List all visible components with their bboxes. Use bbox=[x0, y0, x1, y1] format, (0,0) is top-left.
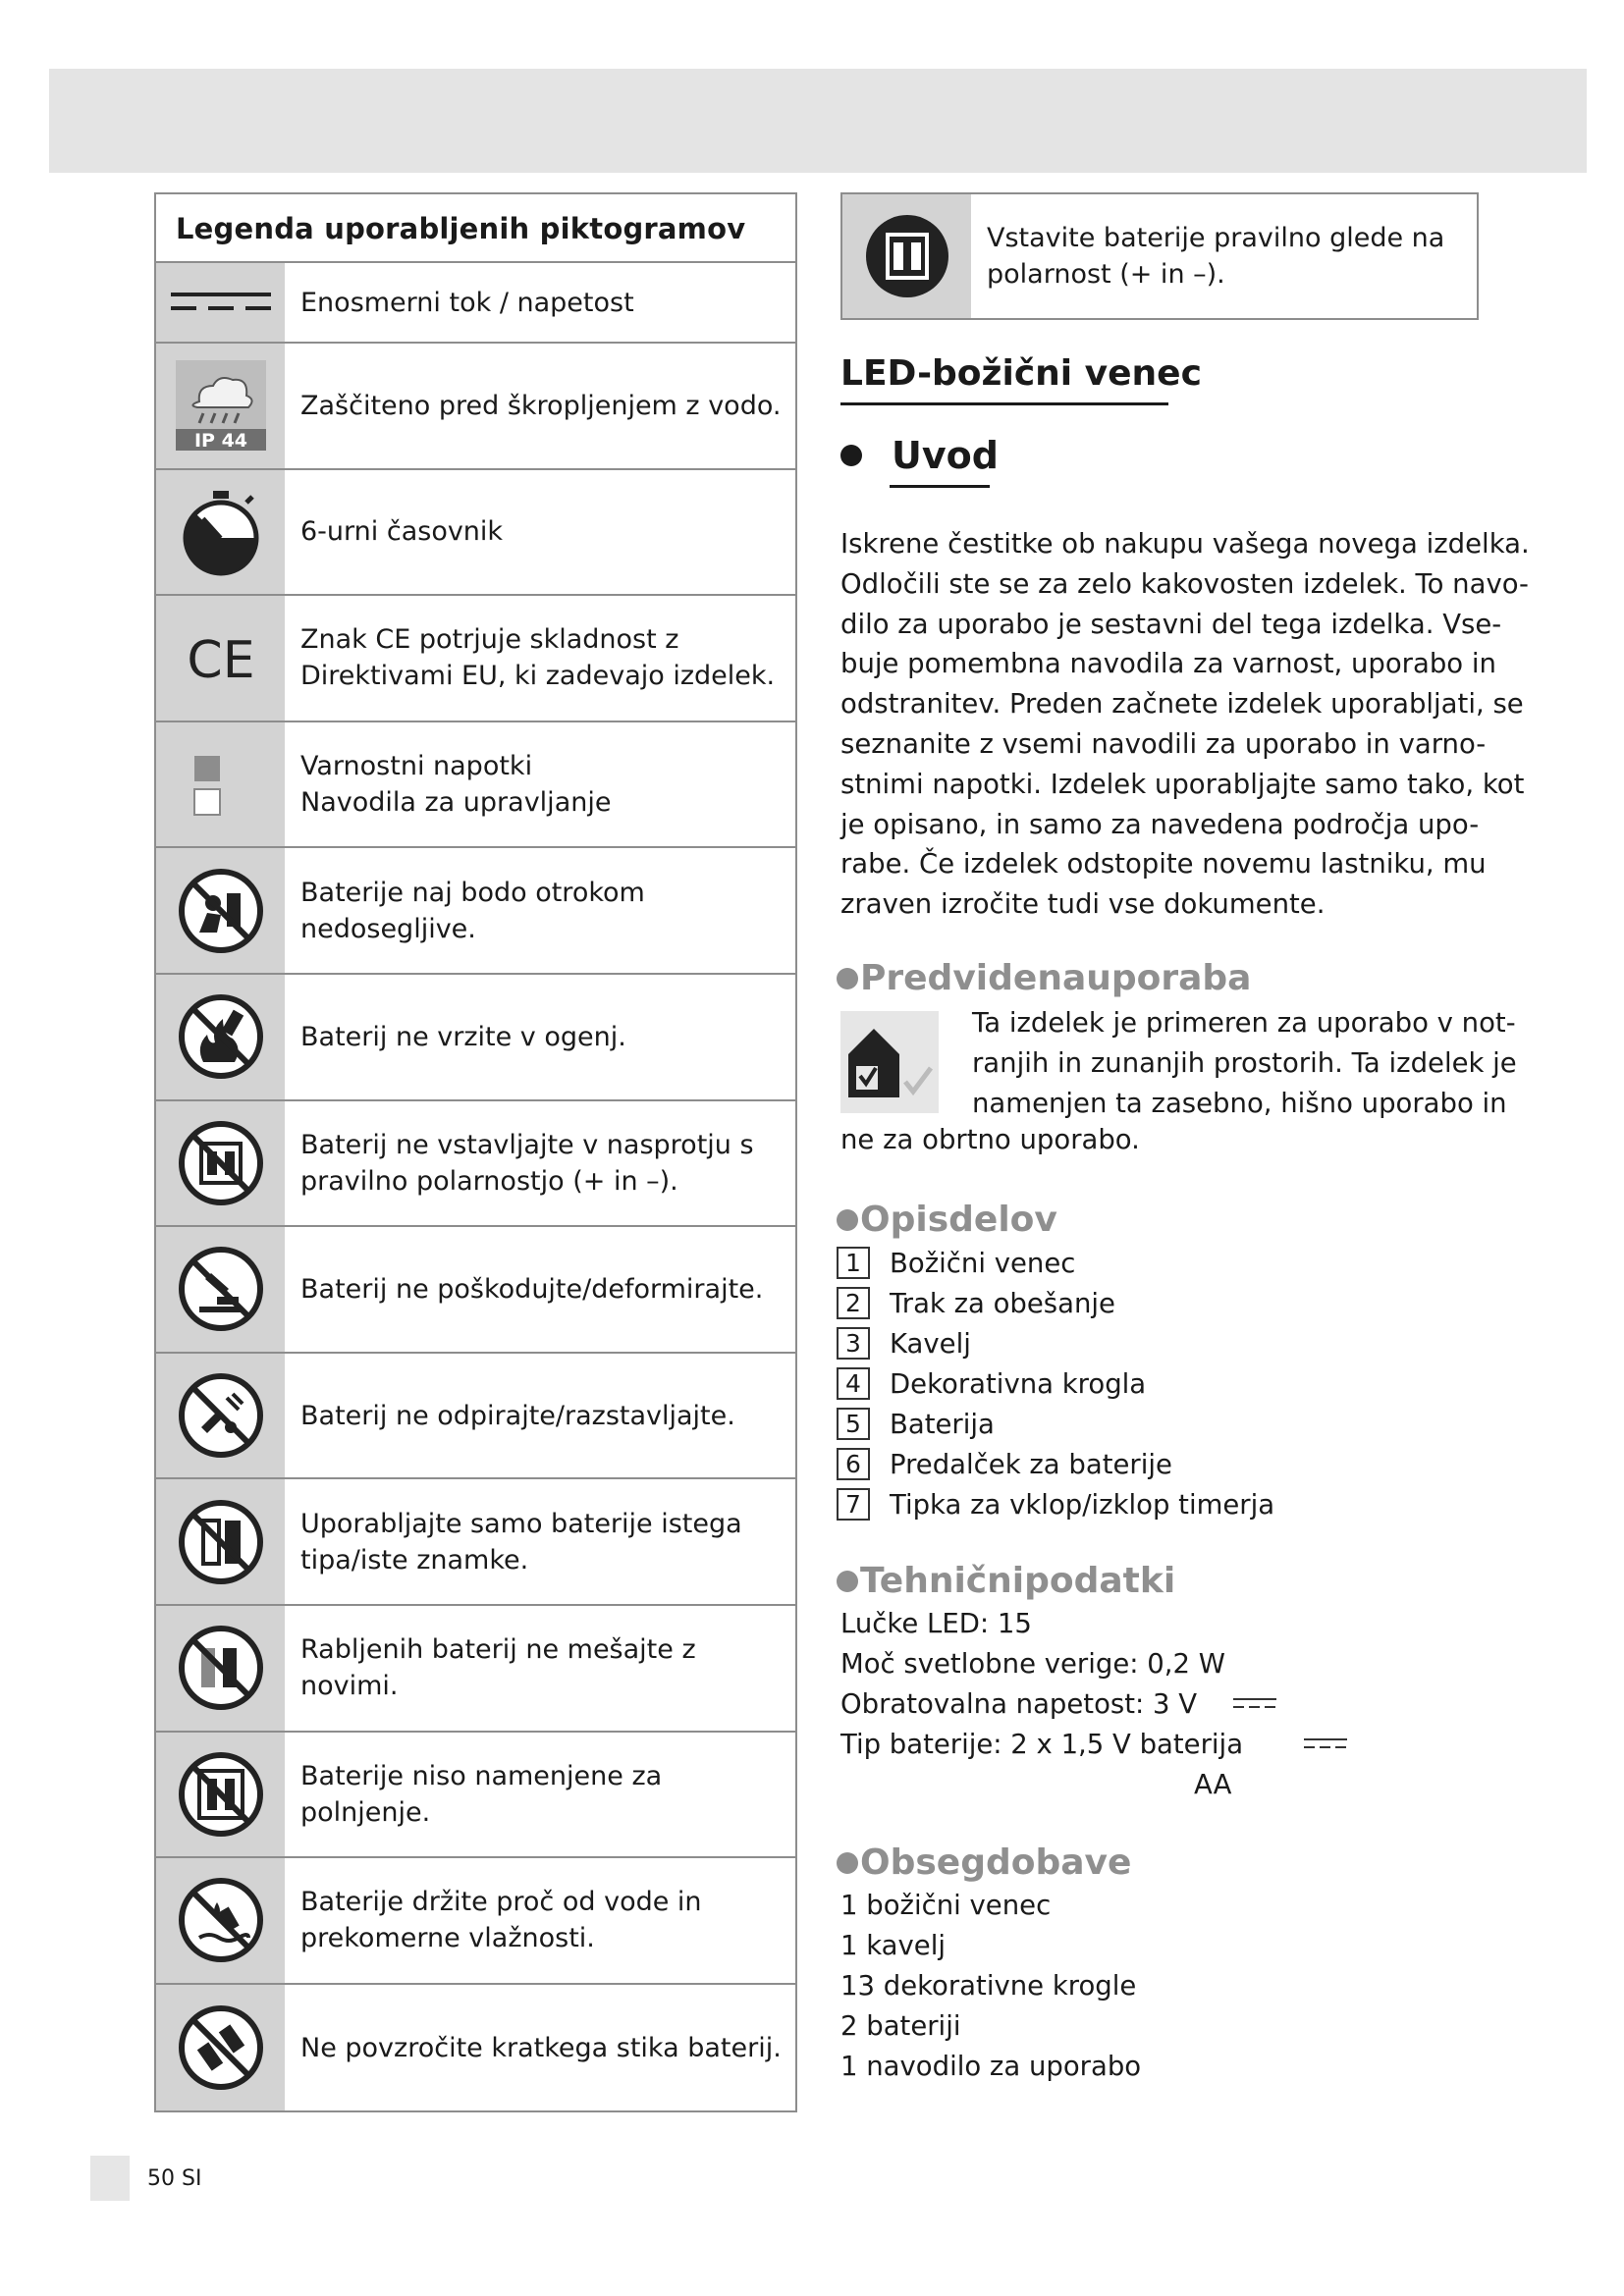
dc-symbol-icon bbox=[1304, 1735, 1347, 1756]
legend-row bbox=[156, 1858, 795, 1985]
bullet-icon bbox=[837, 1209, 858, 1231]
tech-battery-type: AA bbox=[1194, 1769, 1232, 1800]
bullet-icon bbox=[837, 1852, 858, 1874]
intended-use-line: namenjen ta zasebno, hišno uporabo in bbox=[972, 1087, 1507, 1119]
intended-use-heading bbox=[837, 958, 1251, 998]
intro-line: rabe. Če izdelek odstopite novemu lastniku, mu bbox=[840, 848, 1487, 881]
intro-line: buje pomembna navodila za varnost, uporabo in bbox=[840, 648, 1496, 680]
list-item: 1 kavelj bbox=[840, 1930, 947, 1961]
list-item bbox=[837, 1363, 1274, 1404]
pictogram-legend-table bbox=[154, 192, 797, 2112]
list-item: 1 navodilo za uporabo bbox=[840, 2051, 1142, 2082]
list-item: 13 dekorativne krogle bbox=[840, 1970, 1137, 2002]
legend-row bbox=[156, 596, 795, 722]
legend-row-text: Uporabljajte samo baterije istega bbox=[300, 1508, 742, 1539]
list-item bbox=[837, 1323, 1274, 1363]
ip44-splash-icon bbox=[156, 344, 285, 468]
legend-row bbox=[156, 263, 795, 344]
legend-row-text: prekomerne vlažnosti. bbox=[300, 1923, 595, 1954]
legend-row bbox=[156, 722, 795, 849]
heading-underline bbox=[840, 402, 1168, 405]
squares-icon bbox=[156, 722, 285, 847]
battery-fire-icon bbox=[156, 975, 285, 1099]
intro-paragraph bbox=[840, 524, 1530, 925]
part-label: Baterija bbox=[890, 1408, 995, 1440]
list-item: 2 bateriji bbox=[840, 2010, 961, 2042]
legend-row-text: Baterij ne odpirajte/razstavljajte. bbox=[300, 1400, 735, 1431]
battery-water-icon bbox=[156, 1858, 285, 1983]
list-item bbox=[837, 1444, 1274, 1484]
bullet-icon bbox=[837, 1571, 858, 1592]
part-number: 7 bbox=[837, 1488, 870, 1521]
part-label: Kavelj bbox=[890, 1327, 971, 1360]
page-number: 50 bbox=[147, 2166, 175, 2191]
tech-specs bbox=[840, 1604, 1243, 1805]
part-number: 6 bbox=[837, 1448, 870, 1480]
part-label: Predalček za baterije bbox=[890, 1448, 1172, 1480]
legend-row-text: pravilno polarnostjo (+ in –). bbox=[300, 1165, 678, 1197]
polarity-note-text: polarnost (+ in –). bbox=[987, 259, 1225, 290]
scope-title: Obsegdobave bbox=[860, 1842, 1132, 1883]
part-label: Tipka za vklop/izklop timerja bbox=[890, 1488, 1275, 1521]
intro-line: je opisano, in samo za navedena področja upo- bbox=[840, 808, 1480, 840]
legend-row bbox=[156, 1227, 795, 1354]
legend-row bbox=[156, 1354, 795, 1480]
house-check-icon bbox=[840, 1011, 939, 1113]
legend-row-text: Baterij ne vrzite v ogenj. bbox=[300, 1021, 626, 1052]
battery-short-circuit-icon bbox=[156, 1985, 285, 2111]
legend-row bbox=[156, 1985, 795, 2111]
part-number: 5 bbox=[837, 1408, 870, 1440]
intro-heading bbox=[840, 434, 999, 477]
legend-row bbox=[156, 1606, 795, 1733]
legend-row bbox=[156, 1733, 795, 1859]
list-item bbox=[837, 1243, 1274, 1283]
language-code: SI bbox=[182, 2166, 202, 2191]
legend-row bbox=[156, 975, 795, 1101]
part-label: Božični venec bbox=[890, 1247, 1076, 1279]
legend-row-text: Baterij ne vstavljajte v nasprotju s bbox=[300, 1129, 754, 1160]
tech-led: Lučke LED: 15 bbox=[840, 1608, 1032, 1639]
battery-polarity-icon bbox=[156, 1101, 285, 1226]
part-number: 2 bbox=[837, 1287, 870, 1319]
battery-same-type-icon bbox=[156, 1479, 285, 1604]
tech-heading bbox=[837, 1561, 1175, 1601]
parts-heading bbox=[837, 1200, 1057, 1240]
list-item bbox=[837, 1484, 1274, 1524]
legend-row bbox=[156, 1101, 795, 1228]
ce-mark-icon bbox=[156, 596, 285, 721]
legend-row-text: Baterije držite proč od vode in bbox=[300, 1887, 702, 1918]
battery-children-icon bbox=[156, 848, 285, 973]
battery-open-icon bbox=[156, 1354, 285, 1478]
tech-battery-type-row bbox=[840, 1765, 1243, 1805]
legend-row-text: Zaščiteno pred škropljenjem z vodo. bbox=[300, 390, 782, 421]
part-number: 3 bbox=[837, 1327, 870, 1360]
battery-no-charge-icon bbox=[156, 1733, 285, 1857]
intro-line: Iskrene čestitke ob nakupu vašega novega izdelka. bbox=[840, 528, 1530, 560]
intended-use-line: ne za obrtno uporabo. bbox=[840, 1124, 1140, 1155]
battery-mix-icon bbox=[156, 1606, 285, 1731]
legend-row-text: tipa/iste znamke. bbox=[300, 1544, 529, 1575]
svg-text:CE: CE bbox=[186, 631, 255, 688]
legend-row-text: Znak CE potrjuje skladnost z bbox=[300, 624, 679, 656]
intro-line: dilo za uporabo je sestavni del tega izdelka. Vse- bbox=[840, 608, 1502, 640]
intro-title: Uvod bbox=[892, 434, 999, 477]
legend-row-text: Varnostni napotki bbox=[300, 751, 533, 782]
intro-line: Odločili ste se za zelo kakovosten izdelek. To navo- bbox=[840, 567, 1529, 600]
list-item bbox=[837, 1283, 1274, 1323]
legend-row-text: 6-urni časovnik bbox=[300, 516, 504, 548]
intended-use-text bbox=[972, 1003, 1517, 1123]
list-item: 1 božični venec bbox=[840, 1890, 1052, 1921]
legend-row-text: Baterij ne poškodujte/deformirajte. bbox=[300, 1273, 764, 1305]
legend-row bbox=[156, 470, 795, 597]
page-footer bbox=[147, 2166, 201, 2191]
bullet-icon bbox=[840, 445, 862, 466]
part-number: 4 bbox=[837, 1367, 870, 1400]
legend-row-text: Baterije niso namenjene za polnjenje. bbox=[300, 1760, 663, 1828]
scope-list bbox=[840, 1886, 1141, 2087]
legend-row-text: Baterije naj bodo otrokom nedosegljive. bbox=[300, 877, 645, 944]
legend-row-text: Enosmerni tok / napetost bbox=[300, 287, 634, 318]
tech-power: Moč svetlobne verige: 0,2 W bbox=[840, 1648, 1225, 1680]
intro-line: zraven izročite tudi vse dokumente. bbox=[840, 888, 1326, 921]
tech-title: Tehničnipodatki bbox=[860, 1561, 1176, 1601]
header-band bbox=[49, 69, 1587, 173]
legend-title: Legenda uporabljenih piktogramov bbox=[156, 194, 795, 263]
part-label: Dekorativna krogla bbox=[890, 1367, 1147, 1400]
product-heading: LED-božični venec bbox=[840, 353, 1202, 394]
list-item bbox=[837, 1404, 1274, 1444]
legend-row bbox=[156, 344, 795, 470]
tech-voltage-row bbox=[840, 1684, 1243, 1725]
parts-title: Opisdelov bbox=[860, 1200, 1057, 1240]
legend-row bbox=[156, 848, 795, 975]
polarity-note-box bbox=[840, 192, 1479, 320]
dc-symbol-icon bbox=[1233, 1694, 1276, 1716]
scope-heading bbox=[837, 1842, 1131, 1883]
intro-line: odstranitev. Preden začnete izdelek uporabljati, se bbox=[840, 688, 1524, 721]
battery-deform-icon bbox=[156, 1227, 285, 1352]
tech-voltage: Obratovalna napetost: 3 V bbox=[840, 1688, 1198, 1720]
tech-battery: Tip baterije: 2 x 1,5 V baterija bbox=[840, 1729, 1244, 1760]
tech-battery-row bbox=[840, 1725, 1243, 1765]
legend-row-text: Ne povzročite kratkega stika baterij. bbox=[300, 2032, 782, 2063]
intro-line: stnimi napotki. Izdelek uporabljajte samo tako, kot bbox=[840, 768, 1525, 800]
bullet-icon bbox=[837, 968, 858, 989]
intro-underline bbox=[890, 485, 990, 488]
polarity-note-text: Vstavite baterije pravilno glede na bbox=[987, 223, 1445, 253]
intro-line: seznanite z vsemi navodili za uporabo in varno- bbox=[840, 727, 1487, 760]
legend-row-text: Rabljenih baterij ne mešajte z novimi. bbox=[300, 1634, 696, 1702]
part-number: 1 bbox=[837, 1247, 870, 1279]
legend-row-text: Navodila za upravljanje bbox=[300, 787, 612, 819]
footer-marker bbox=[90, 2156, 130, 2201]
timer-icon bbox=[156, 470, 285, 595]
battery-insert-polarity-icon bbox=[842, 194, 971, 318]
legend-row bbox=[156, 1479, 795, 1606]
part-label: Trak za obešanje bbox=[890, 1287, 1115, 1319]
intended-use-line: ranjih in zunanjih prostorih. Ta izdelek je bbox=[972, 1046, 1517, 1079]
legend-row-text: Direktivami EU, ki zadevajo izdelek. bbox=[300, 661, 776, 692]
svg-text:IP 44: IP 44 bbox=[193, 430, 247, 453]
parts-list bbox=[837, 1243, 1274, 1524]
intended-use-title: Predvidenauporaba bbox=[860, 958, 1252, 998]
dc-symbol-icon bbox=[156, 263, 285, 342]
intended-use-line: Ta izdelek je primeren za uporabo v not- bbox=[972, 1007, 1516, 1039]
